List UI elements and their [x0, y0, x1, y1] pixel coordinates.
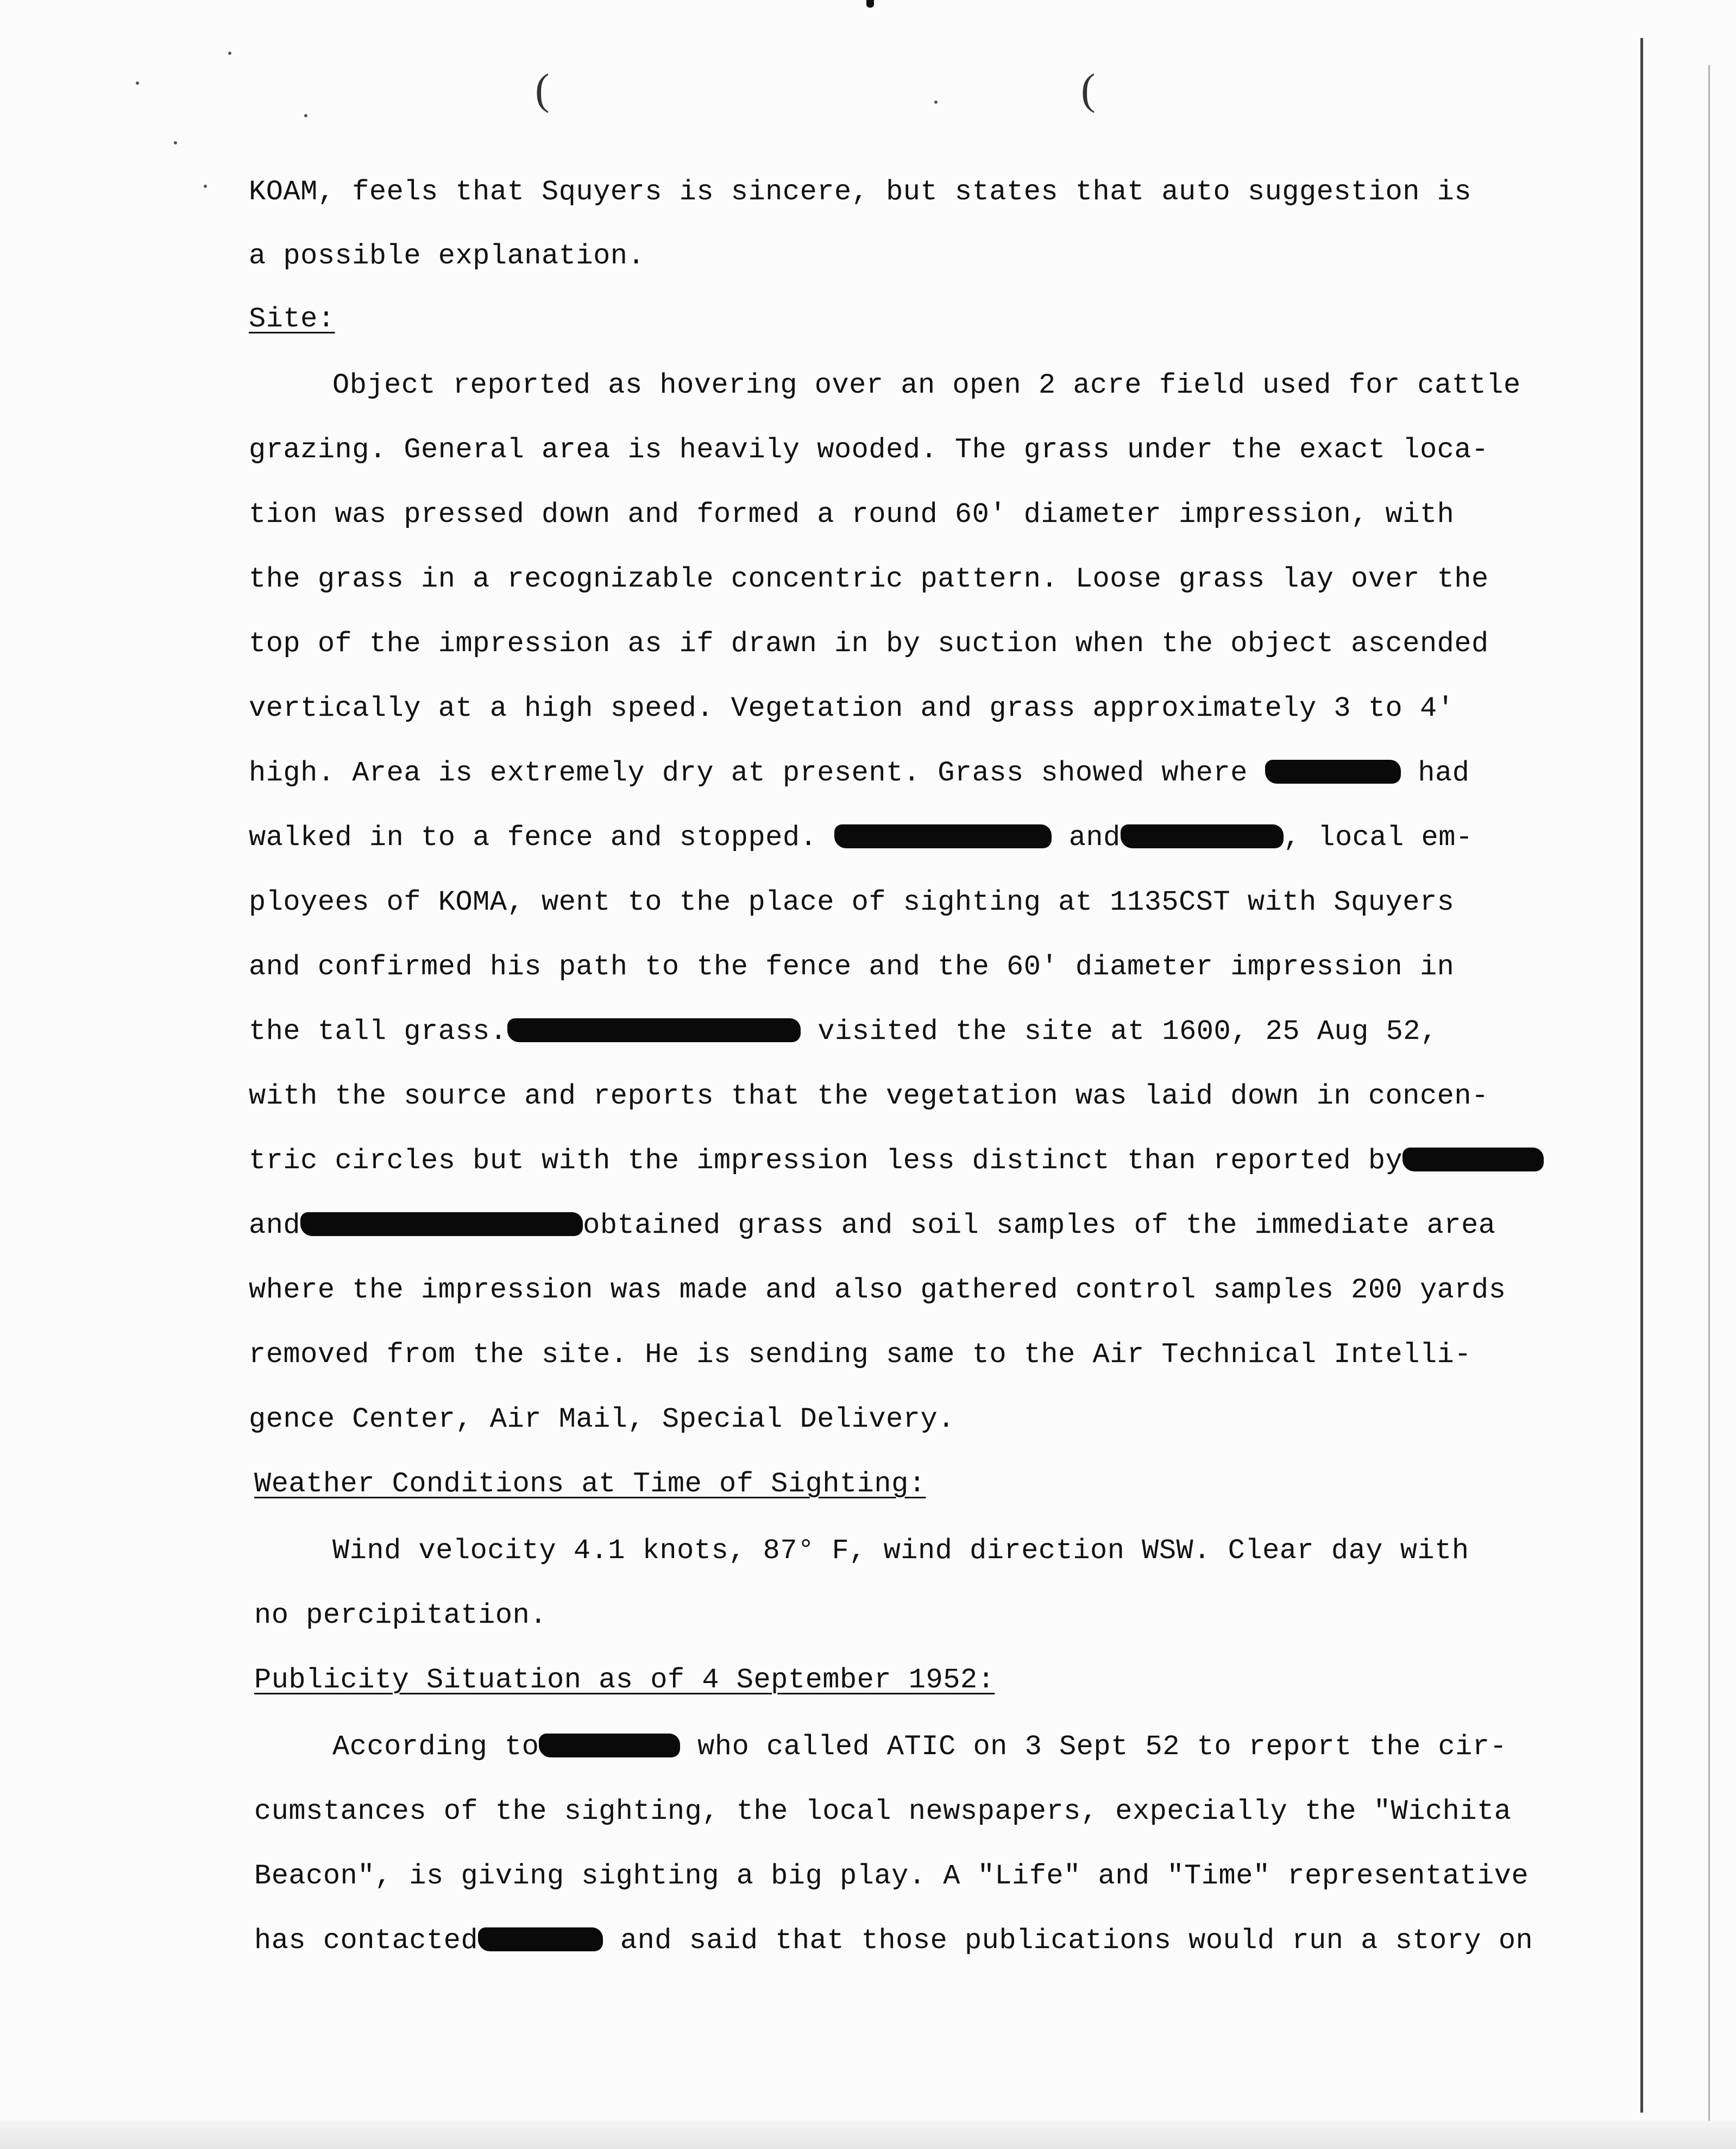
redaction-mark — [507, 1018, 801, 1042]
text-fragment: high. Area is extremely dry at present. Grass showed where — [249, 757, 1248, 789]
text-fragment: , local em- — [1283, 822, 1473, 854]
text-fragment: visited the site at 1600, 25 Aug 52, — [817, 1016, 1438, 1048]
body-line — [332, 1733, 1507, 1761]
scan-bottom-edge — [0, 2121, 1736, 2149]
body-line: gence Center, Air Mail, Special Delivery. — [249, 1403, 955, 1435]
scan-speck — [304, 114, 307, 117]
body-line: vertically at a high speed. Vegetation and grass approximately 3 to 4' — [249, 692, 1455, 724]
body-line: grazing. General area is heavily wooded. The grass under the exact loca- — [249, 434, 1489, 466]
text-fragment: who called ATIC on 3 Sept 52 to report the cir- — [680, 1731, 1507, 1763]
page-edge — [1640, 38, 1643, 2113]
text-fragment: the tall grass. — [249, 1016, 507, 1048]
body-line: KOAM, feels that Squyers is sincere, but states that auto suggestion is — [249, 176, 1472, 208]
body-line: ployees of KOMA, went to the place of sighting at 1135CST with Squyers — [249, 886, 1455, 918]
body-line: Object reported as hovering over an open 2 acre field used for cattle — [332, 369, 1521, 401]
body-line: Beacon", is giving sighting a big play. A "Life" and "Time" representative — [254, 1860, 1529, 1892]
scan-speck — [136, 81, 139, 85]
body-line: where the impression was made and also gathered control samples 200 yards — [249, 1274, 1506, 1306]
redaction-mark — [1265, 760, 1401, 784]
body-line — [249, 1209, 1496, 1241]
body-line — [249, 759, 1469, 787]
body-line: the grass in a recognizable concentric pattern. Loose grass lay over the — [249, 563, 1489, 595]
body-line — [249, 1018, 1438, 1046]
scan-speck — [934, 100, 938, 104]
body-line — [249, 824, 1473, 852]
scan-artifact: ( — [535, 66, 550, 114]
text-fragment: walked in to a fence and stopped. — [249, 822, 817, 854]
scan-artifact: ( — [1081, 66, 1096, 114]
text-fragment: and — [249, 1209, 301, 1241]
body-line — [254, 1927, 1533, 1955]
section-heading-weather: Weather Conditions at Time of Sighting: — [254, 1468, 926, 1500]
body-line: no percipitation. — [254, 1599, 547, 1631]
redaction-mark — [300, 1212, 583, 1236]
redaction-mark — [539, 1734, 680, 1757]
body-line: removed from the site. He is sending same to the Air Technical Intelli- — [249, 1339, 1472, 1371]
body-line: cumstances of the sighting, the local newspapers, expecially the "Wichita — [254, 1795, 1512, 1827]
body-line: and confirmed his path to the fence and the 60' diameter impression in — [249, 951, 1455, 983]
redaction-mark — [834, 824, 1052, 848]
scan-speck — [204, 185, 207, 188]
scan-mark — [866, 0, 874, 8]
body-line: a possible explanation. — [249, 240, 645, 272]
body-line: Wind velocity 4.1 knots, 87° F, wind direction WSW. Clear day with — [332, 1535, 1469, 1567]
scan-speck — [228, 52, 231, 55]
section-heading-publicity: Publicity Situation as of 4 September 1952: — [254, 1664, 995, 1696]
text-fragment: obtained grass and soil samples of the immediate area — [583, 1209, 1496, 1241]
text-fragment: According to — [332, 1731, 539, 1763]
text-fragment: had — [1418, 757, 1470, 789]
body-line: with the source and reports that the vegetation was laid down in concen- — [249, 1080, 1489, 1112]
redaction-mark — [1402, 1148, 1544, 1171]
redaction-mark — [1121, 824, 1284, 848]
body-line: top of the impression as if drawn in by suction when the object ascended — [249, 628, 1489, 660]
text-fragment: has contacted — [254, 1925, 479, 1957]
text-fragment: and — [1068, 822, 1121, 854]
scan-speck — [174, 141, 177, 144]
body-line — [249, 1147, 1544, 1175]
section-heading-site: Site: — [249, 303, 335, 335]
body-line: tion was pressed down and formed a round 60' diameter impression, with — [249, 499, 1455, 531]
scan-edge — [1708, 65, 1710, 2129]
text-fragment: and said that those publications would run a story on — [603, 1925, 1533, 1957]
redaction-mark — [478, 1927, 603, 1951]
text-fragment: tric circles but with the impression less distinct than reported by — [249, 1145, 1403, 1177]
